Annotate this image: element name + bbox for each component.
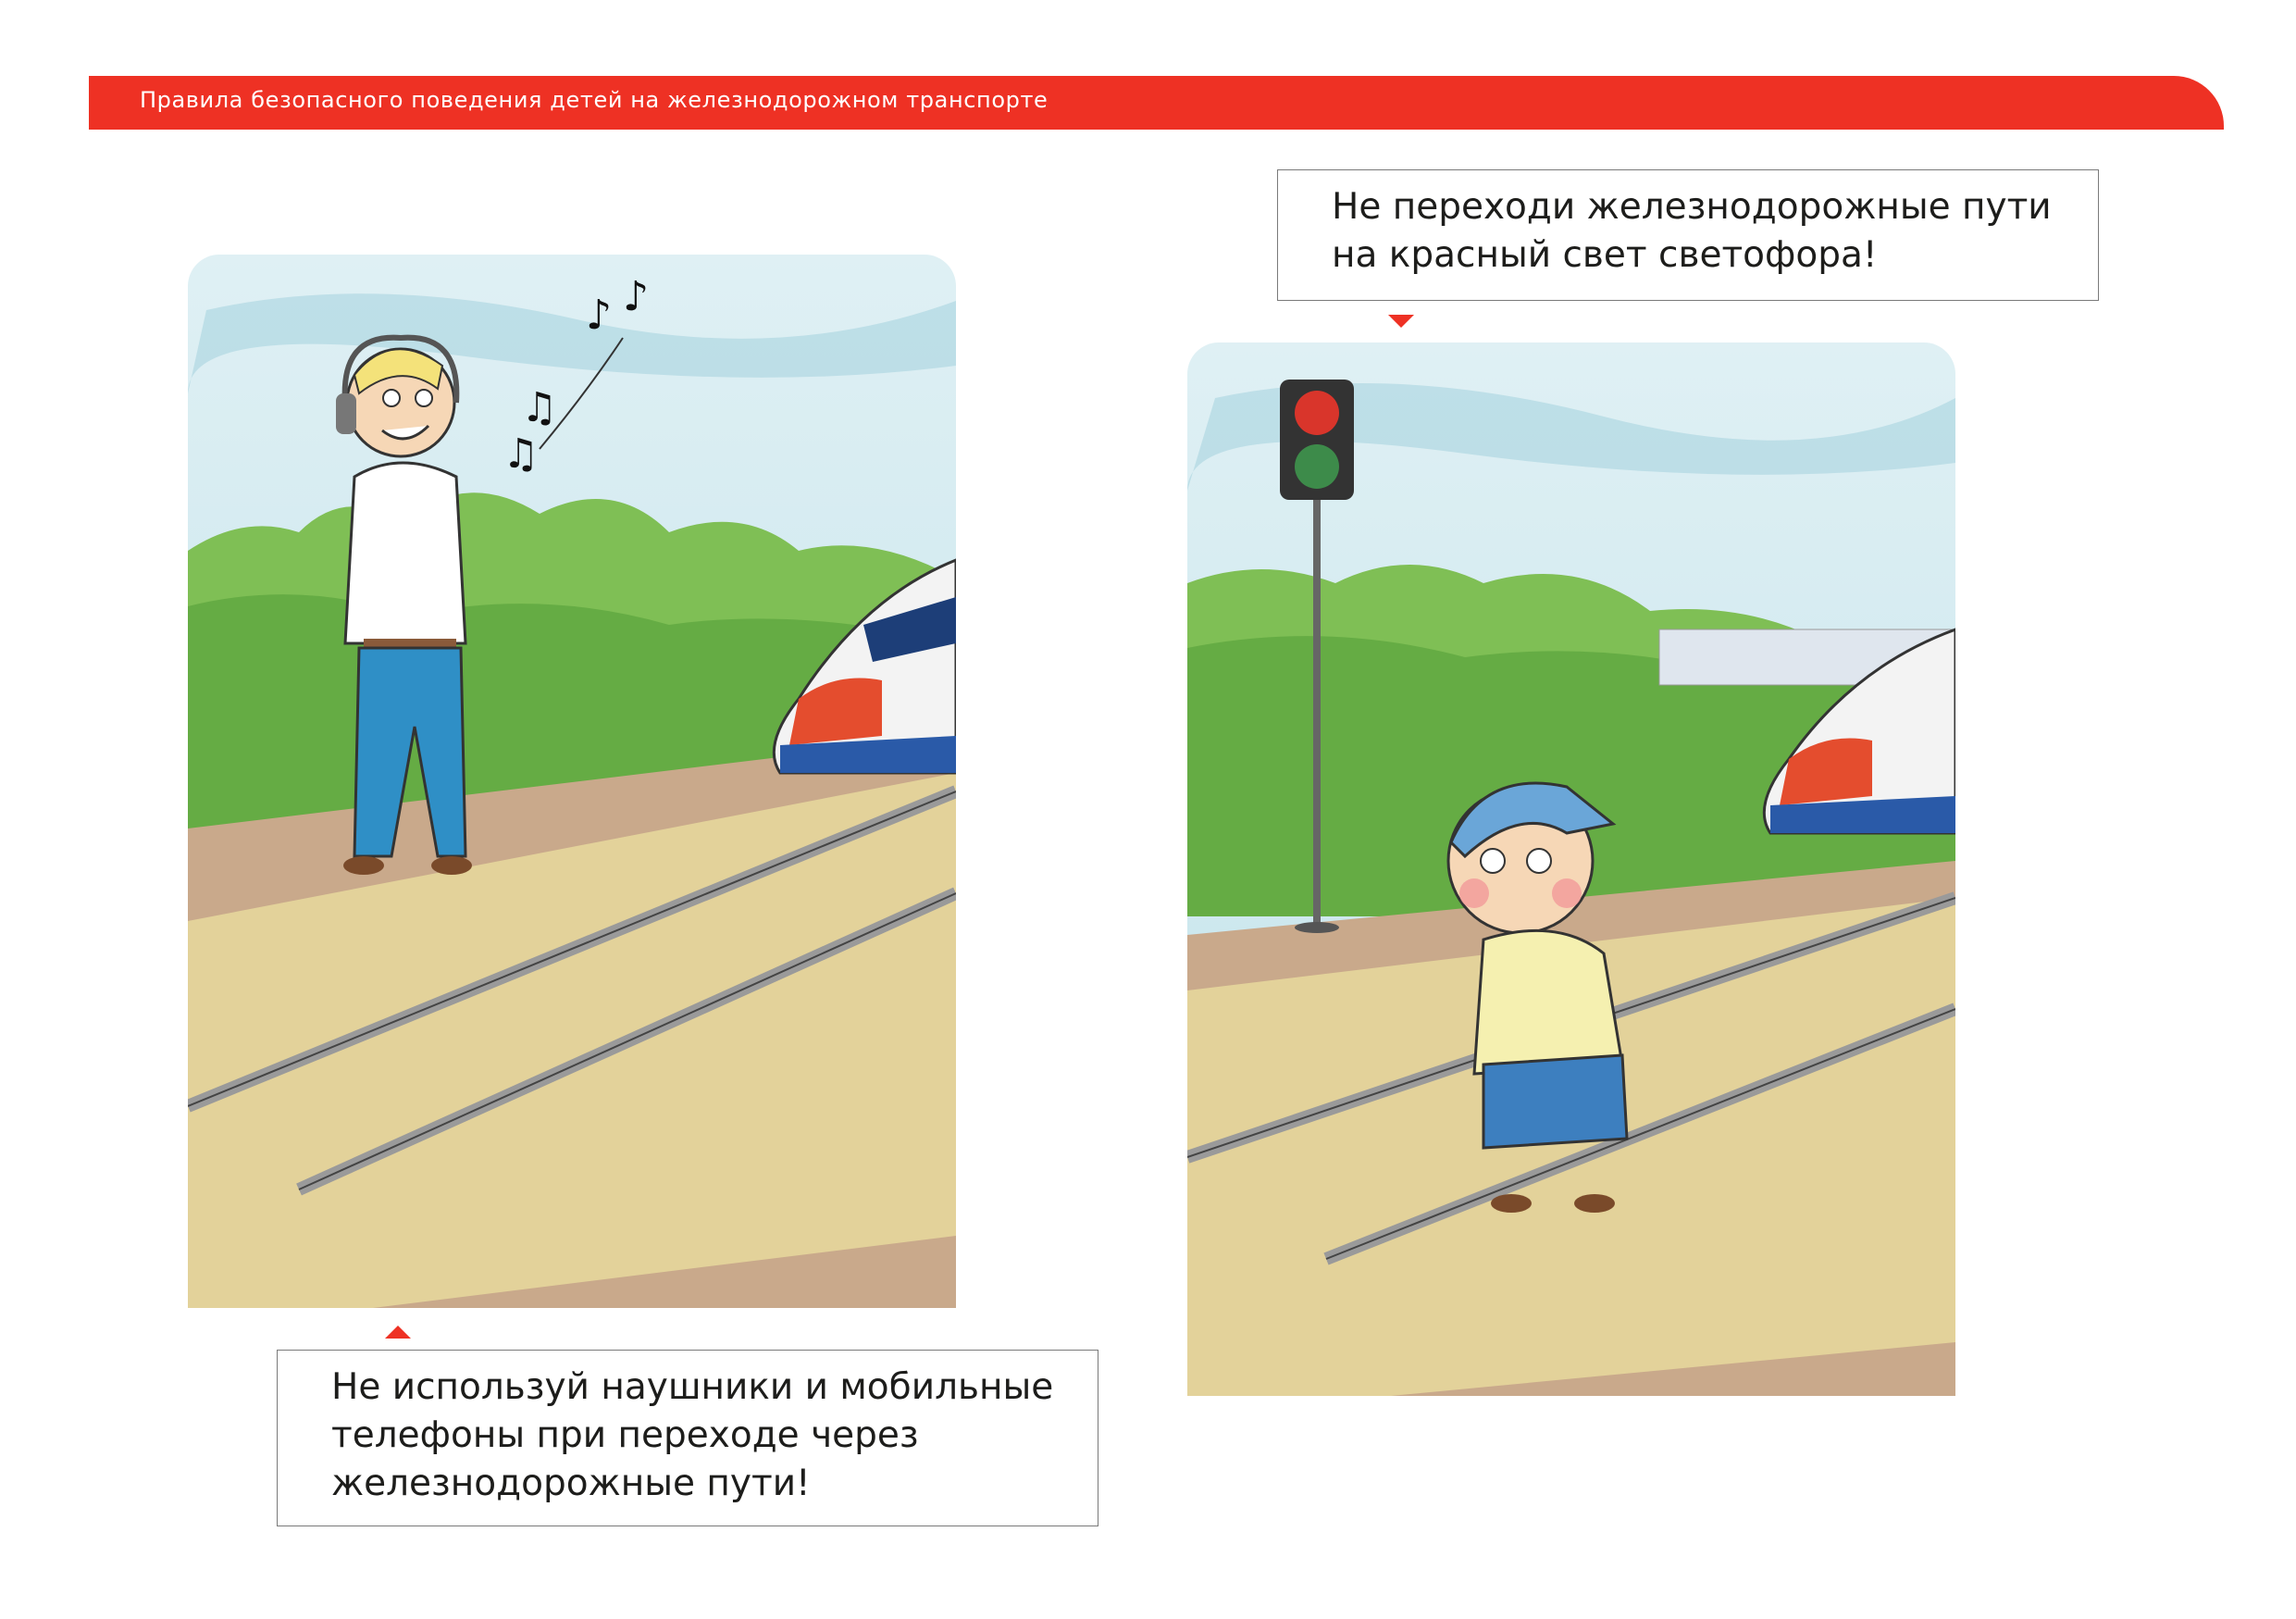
- header-title: Правила безопасного поведения детей на железнодорожном транспорте: [140, 87, 1049, 113]
- svg-text:♫: ♫: [521, 384, 558, 431]
- caption-line: Не используй наушники и мобильные: [331, 1366, 1054, 1408]
- caption-line: телефоны при переходе через: [331, 1414, 919, 1456]
- caption-headphones: [277, 1350, 1098, 1526]
- illustration-traffic-light-boy: [1187, 342, 1955, 1396]
- svg-text:♫: ♫: [503, 430, 540, 478]
- caption-red-light: [1277, 169, 2099, 301]
- svg-text:♪: ♪: [586, 292, 613, 339]
- caption-line: железнодорожные пути!: [331, 1463, 811, 1504]
- header-bar: [89, 76, 2224, 130]
- caption-line: Не переходи железнодорожные пути: [1332, 186, 2052, 228]
- caption-line: на красный свет светофора!: [1332, 234, 1878, 276]
- svg-text:♪: ♪: [623, 273, 650, 320]
- caption-pointer-down: [1388, 315, 1414, 328]
- caption-pointer-up: [385, 1326, 411, 1339]
- illustration-headphones-boy: [188, 255, 956, 1308]
